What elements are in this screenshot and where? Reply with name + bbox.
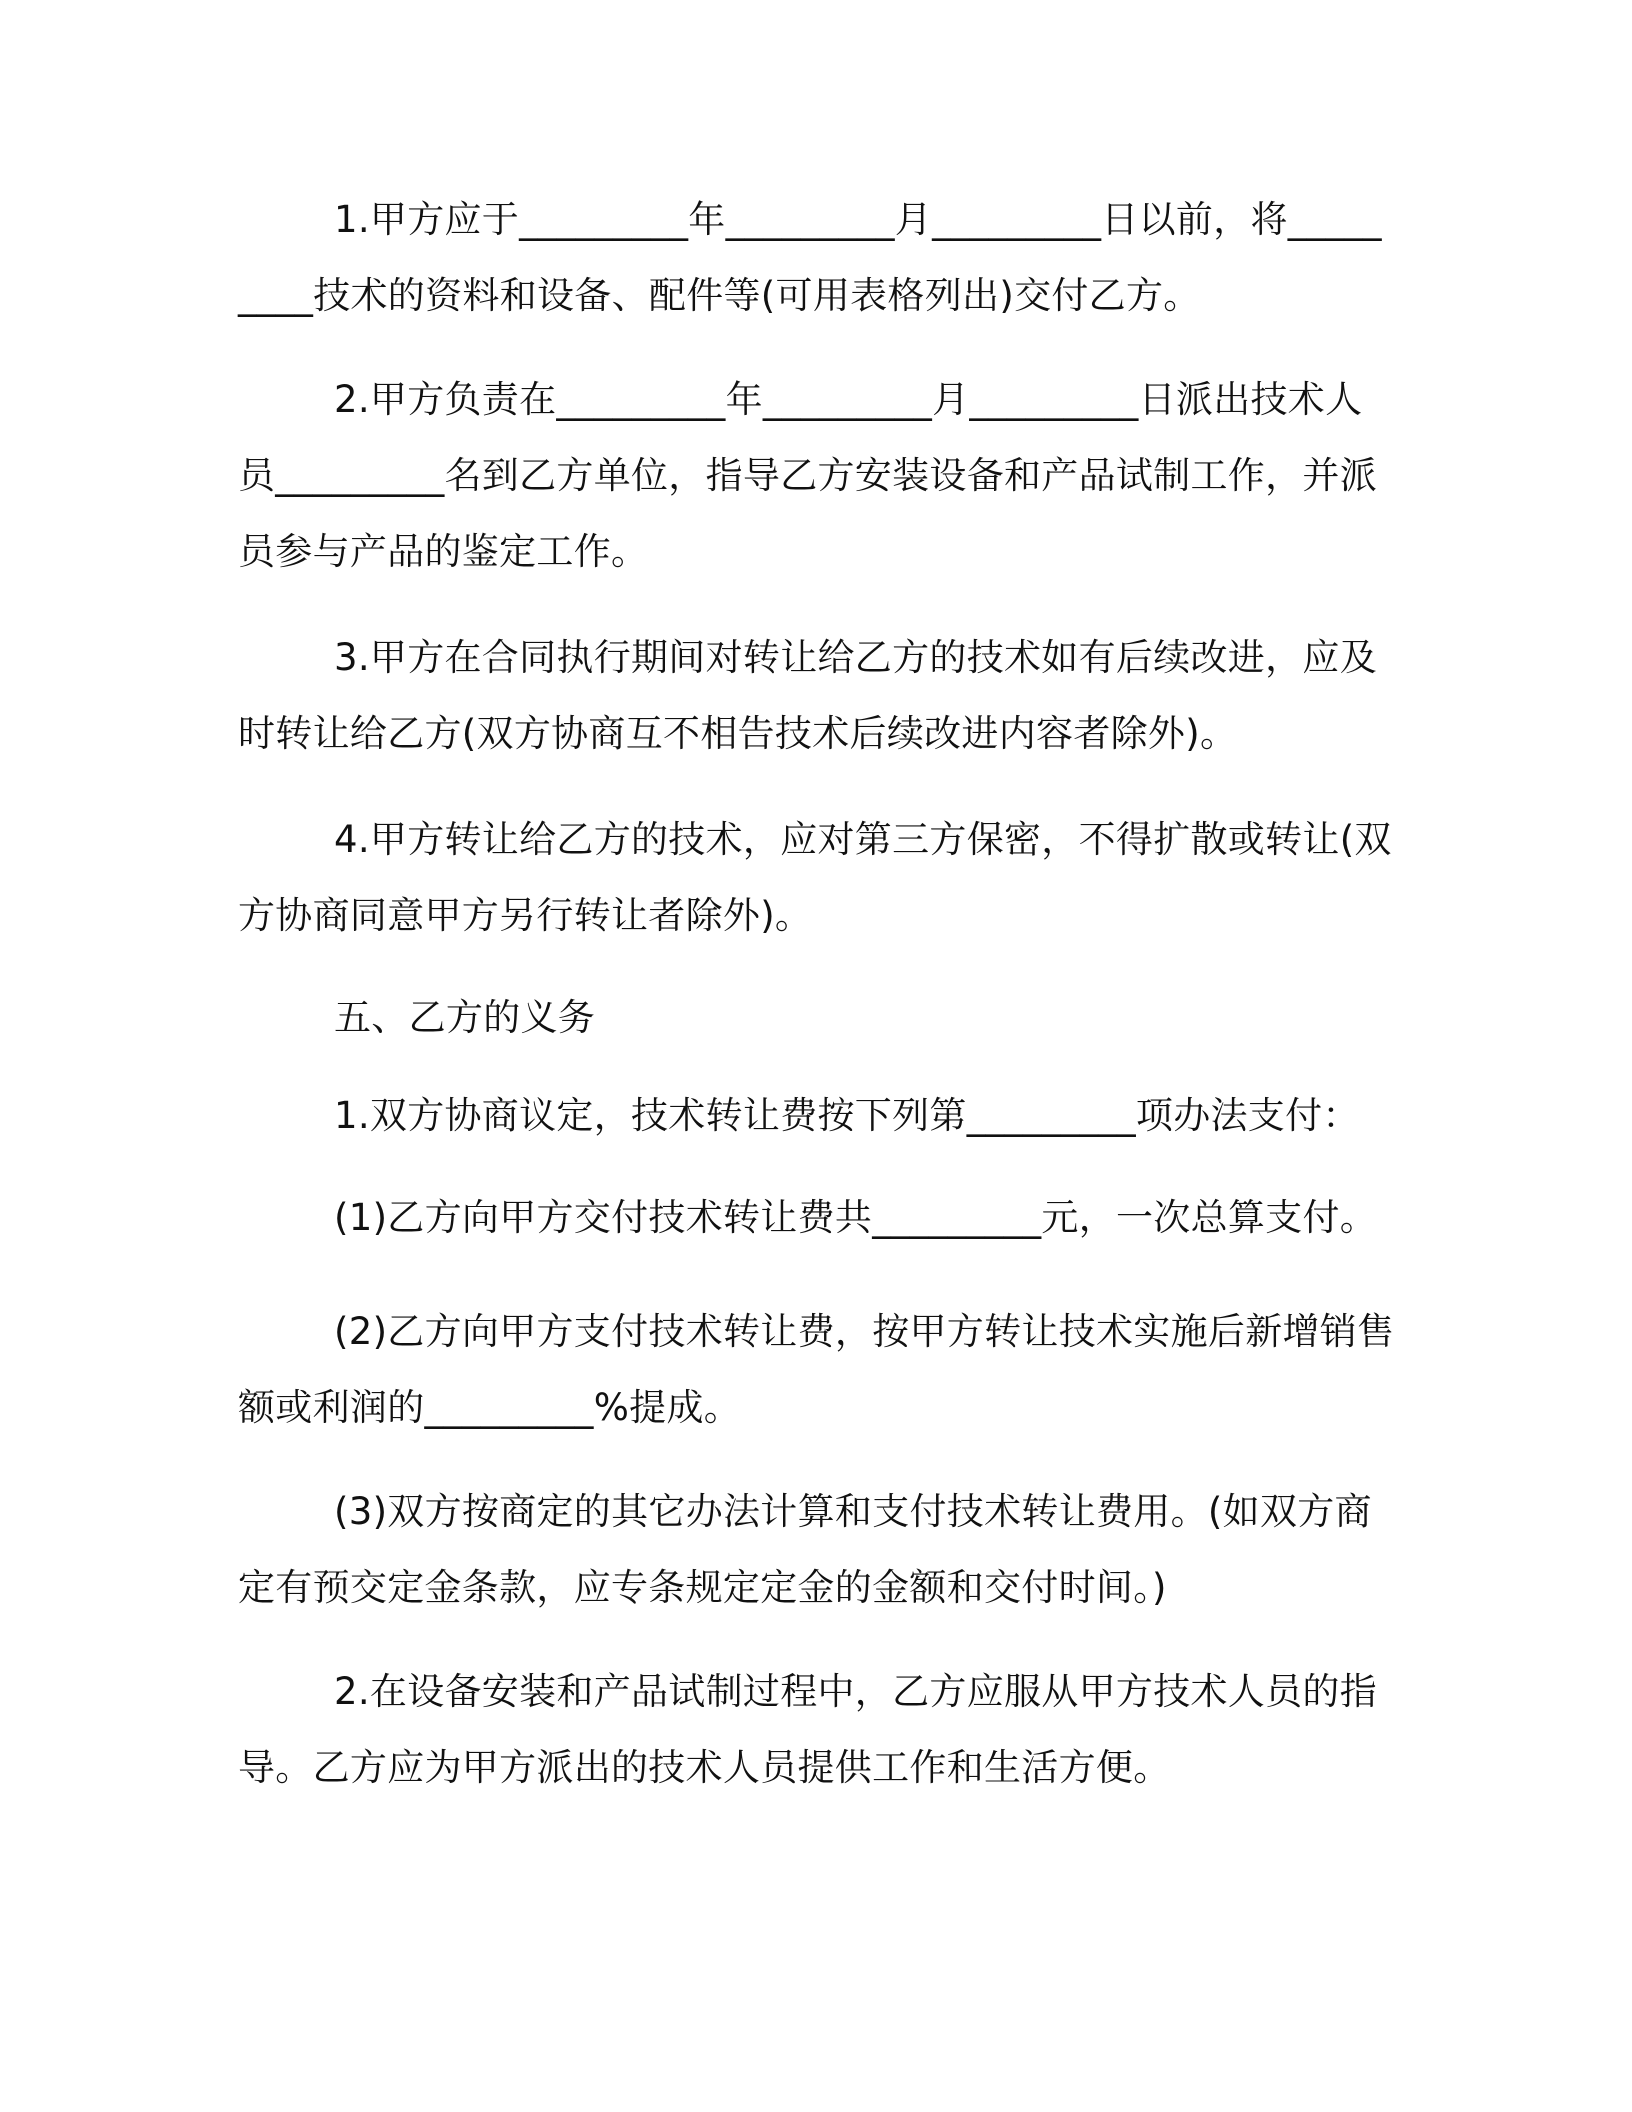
clause-a2-technical-staff: 2.甲方负责在_________年_________月_________日派出技术人员_________名到乙方单位，指导乙方安装设备和产品试制工作，并派员参与产品的鉴定工作。: [238, 378, 1377, 573]
clause-b1-payment-method: 1.双方协商议定，技术转让费按下列第_________项办法支付：: [334, 1094, 1360, 1137]
clause-b1-option-1: (1)乙方向甲方交付技术转让费共_________元，一次总算支付。: [334, 1196, 1378, 1239]
clause-b1-option-2: (2)乙方向甲方支付技术转让费，按甲方转让技术实施后新增销售额或利润的_________%提成。: [238, 1310, 1395, 1429]
clause-b1-option-3: (3)双方按商定的其它办法计算和支付技术转让费用。(如双方商定有预交定金条款，应专条规定定金的金额和交付时间。): [238, 1490, 1372, 1609]
clause-a4-confidentiality: 4.甲方转让给乙方的技术，应对第三方保密，不得扩散或转让(双方协商同意甲方另行转让者除外)。: [238, 818, 1392, 937]
clause-a1-delivery-of-materials: 1.甲方应于_________年_________月_________日以前，将_________技术的资料和设备、配件等(可用表格列出)交付乙方。: [238, 198, 1382, 317]
clause-a3-follow-up-improvements: 3.甲方在合同执行期间对转让给乙方的技术如有后续改进，应及时转让给乙方(双方协商互不相告技术后续改进内容者除外)。: [238, 636, 1377, 755]
section-heading-party-b-obligations: 五、乙方的义务: [334, 996, 596, 1039]
clause-b2-cooperation: 2.在设备安装和产品试制过程中，乙方应服从甲方技术人员的指导。乙方应为甲方派出的技术人员提供工作和生活方便。: [238, 1670, 1377, 1789]
